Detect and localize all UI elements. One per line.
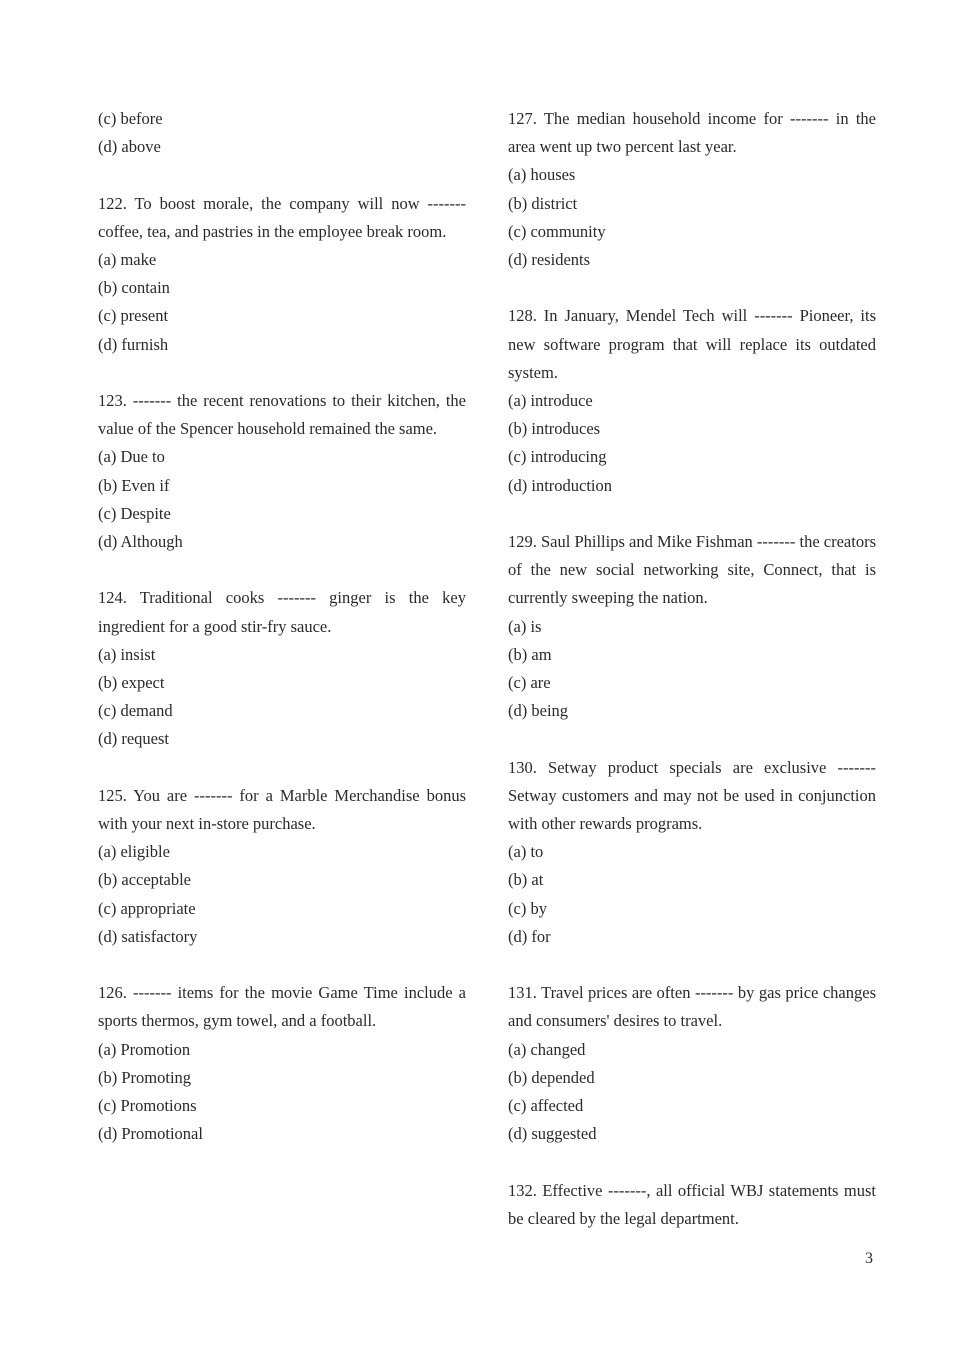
question-stem: 122. To boost morale, the company will now ------- coffee, tea, and pastries in the employee break room. (98, 193, 466, 241)
option: (d) residents (508, 250, 591, 270)
question-stem: 126. ------- items for the movie Game Time include a sports thermos, gym towel, and a football. (98, 983, 466, 1031)
option: (c) before (98, 109, 163, 128)
option: (b) expect (98, 673, 165, 693)
option: (d) above (98, 137, 161, 157)
question-128 (508, 302, 876, 499)
question-123 (98, 387, 466, 556)
question-130 (508, 754, 876, 951)
question-124 (98, 584, 466, 753)
option: (a) houses (508, 165, 576, 185)
option: (a) Promotion (98, 1039, 191, 1059)
option: (c) introducing (508, 447, 607, 467)
option: (d) being (508, 701, 569, 721)
option: (d) Although (98, 532, 183, 552)
question-126 (98, 979, 466, 1148)
option: (c) appropriate (98, 898, 196, 918)
option: (b) district (508, 193, 578, 213)
question-stem: 128. In January, Mendel Tech will ------- Pioneer, its new software program that will replace its outdated system. (508, 306, 876, 382)
option: (a) to (508, 842, 544, 862)
option: (b) Promoting (98, 1067, 192, 1087)
option: (b) depended (508, 1067, 595, 1087)
option: (c) Despite (98, 503, 171, 523)
option: (b) at (508, 870, 544, 890)
option: (c) community (508, 221, 606, 241)
question-stem: 129. Saul Phillips and Mike Fishman ------- the creators of the new social networking site, Connect, that is currently sweeping the nation. (508, 532, 876, 608)
question-stem: 124. Traditional cooks ------- ginger is the key ingredient for a good stir-fry sauce. (98, 588, 466, 636)
option: (c) Promotions (98, 1096, 197, 1116)
option: (c) affected (508, 1096, 584, 1116)
option: (c) demand (98, 701, 173, 721)
option: (b) contain (98, 278, 170, 298)
question-125 (98, 782, 466, 951)
left-column (98, 105, 466, 1148)
option: (c) by (508, 898, 547, 918)
page-header-faint (200, 60, 770, 76)
question-stem: 130. Setway product specials are exclusive ------- Setway customers and may not be used in conjunction with other rewards programs. (508, 757, 876, 834)
question-131 (508, 979, 876, 1148)
option: (d) introduction (508, 475, 613, 495)
option: (a) insist (98, 644, 156, 664)
question-129 (508, 528, 876, 725)
option: (d) satisfactory (98, 926, 198, 946)
option: (b) Even if (98, 475, 170, 495)
right-column (508, 105, 876, 1233)
option: (d) request (98, 729, 170, 749)
question-stem: 125. You are ------- for a Marble Merchandise bonus with your next in-store purchase. (98, 785, 466, 834)
option: (d) furnish (98, 334, 169, 354)
question-stem: 131. Travel prices are often ------- by gas price changes and consumers' desires to travel. (508, 983, 876, 1031)
option: (a) eligible (98, 842, 170, 862)
option: (d) suggested (508, 1124, 597, 1144)
option: (a) Due to (98, 447, 165, 467)
page-number: 3 (865, 1250, 873, 1267)
option: (b) acceptable (98, 870, 191, 890)
option: (b) am (508, 644, 552, 664)
option: (a) changed (508, 1039, 586, 1059)
question-stem: 127. The median household income for ------- in the area went up two percent last year. (508, 109, 876, 157)
question-127 (508, 105, 876, 274)
option: (c) are (508, 673, 551, 693)
option: (d) for (508, 926, 551, 946)
option: (a) is (508, 616, 542, 636)
option: (a) introduce (508, 391, 593, 411)
option: (c) present (98, 306, 169, 326)
option: (d) Promotional (98, 1124, 203, 1144)
question-122 (98, 190, 466, 359)
option: (b) introduces (508, 419, 601, 439)
question-stem: 132. Effective -------, all official WBJ statements must be cleared by the legal department. (508, 1180, 876, 1228)
option: (a) make (98, 250, 157, 269)
question-132 (508, 1177, 876, 1233)
carryover-options (98, 105, 466, 161)
question-stem: 123. ------- the recent renovations to their kitchen, the value of the Spencer household remained the same. (98, 391, 466, 439)
